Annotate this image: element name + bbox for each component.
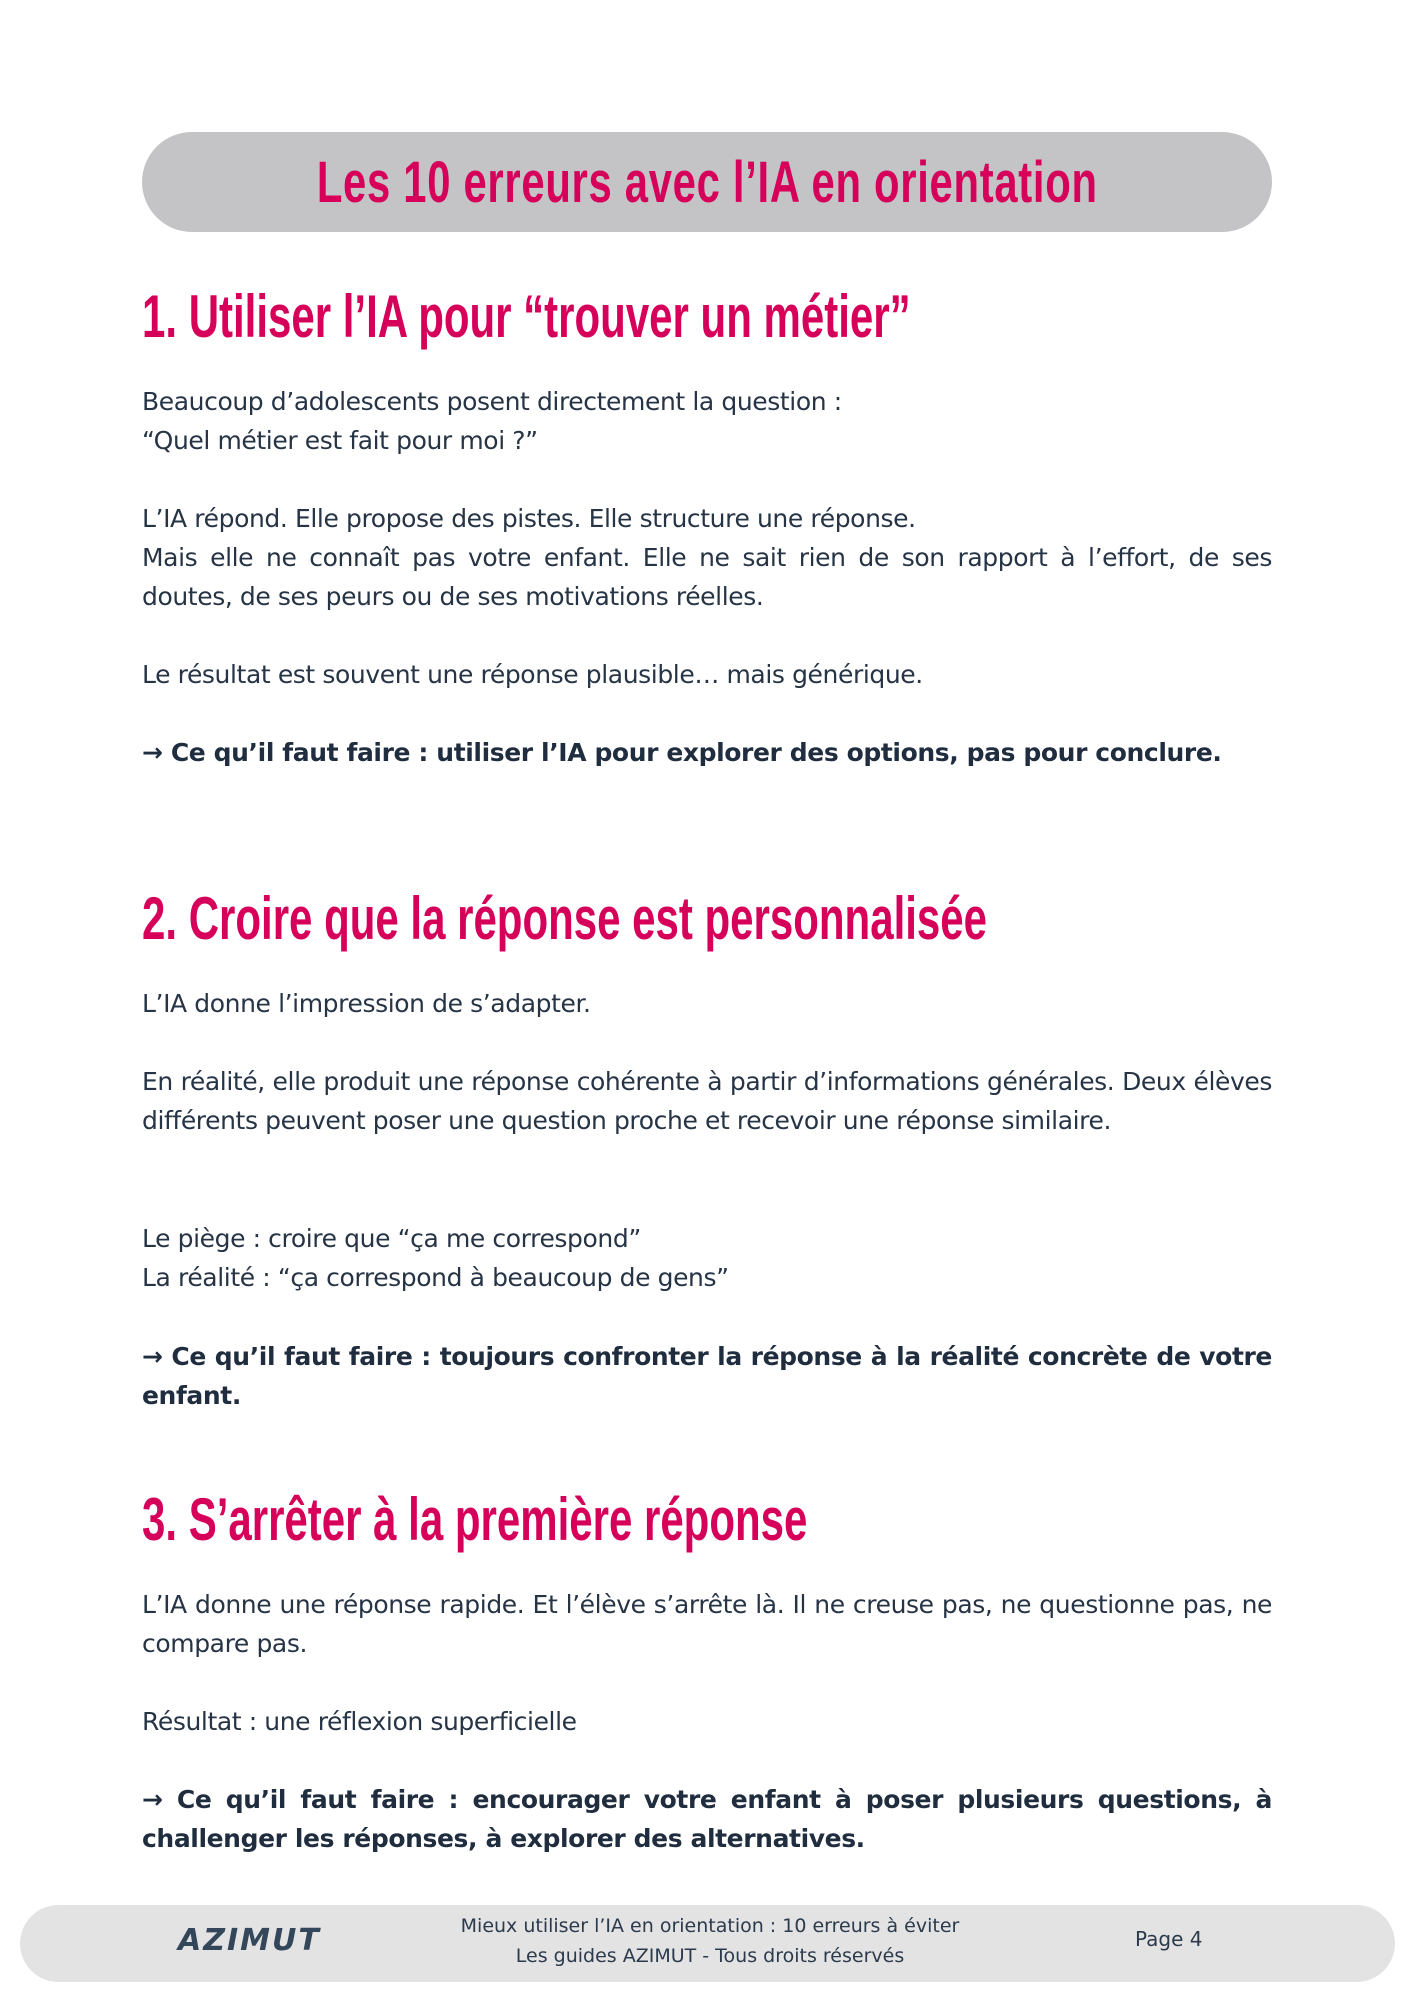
title-banner xyxy=(142,132,1272,232)
azimut-logo: AZIMUT xyxy=(178,1923,321,1958)
text-line: Le résultat est souvent une réponse plausible… mais générique. xyxy=(142,660,923,689)
text-line: L’IA donne une réponse rapide. Et l’élève s’arrête là. Il ne creuse pas, ne questionne pas, ne compare pas. xyxy=(142,1590,1272,1658)
section-3-paragraph-1 xyxy=(142,1585,1272,1663)
page-footer xyxy=(20,1905,1395,1982)
section-3-paragraph-2 xyxy=(142,1702,1272,1741)
text-line: Résultat : une réflexion superficielle xyxy=(142,1707,577,1736)
text-line: L’IA donne l’impression de s’adapter. xyxy=(142,989,591,1018)
text-line: Mais elle ne connaît pas votre enfant. Elle ne sait rien de son rapport à l’effort, de ses doutes, de ses peurs ou de ses motivations réelles. xyxy=(142,543,1272,611)
section-heading-3: 3. S’arrêter à la première réponse xyxy=(142,1486,808,1553)
footer-document-info xyxy=(360,1911,1060,1971)
text-line: “Quel métier est fait pour moi ?” xyxy=(142,426,538,455)
text-line: En réalité, elle produit une réponse cohérente à partir d’informations générales. Deux élèves différents peuvent poser une question proche et recevoir une réponse similaire. xyxy=(142,1067,1272,1135)
section-2-paragraph-3 xyxy=(142,1219,1272,1297)
section-heading-2: 2. Croire que la réponse est personnalisée xyxy=(142,885,987,952)
footer-copyright: Les guides AZIMUT - Tous droits réservés xyxy=(515,1945,905,1967)
section-1-action: → Ce qu’il faut faire : utiliser l’IA pour explorer des options, pas pour conclure. xyxy=(142,738,1222,767)
page-number: Page 4 xyxy=(1135,1927,1203,1951)
section-1-paragraph-1 xyxy=(142,382,1272,460)
text-line: Beaucoup d’adolescents posent directement la question : xyxy=(142,387,842,416)
section-2-paragraph-2 xyxy=(142,1062,1272,1140)
section-2-paragraph-1 xyxy=(142,984,1272,1023)
section-1-paragraph-2 xyxy=(142,499,1272,616)
text-line: L’IA répond. Elle propose des pistes. Elle structure une réponse. xyxy=(142,504,916,533)
section-2-action: → Ce qu’il faut faire : toujours confronter la réponse à la réalité concrète de votre enfant. xyxy=(142,1342,1272,1410)
page-title: Les 10 erreurs avec l’IA en orientation xyxy=(316,149,1098,215)
text-line: La réalité : “ça correspond à beaucoup de gens” xyxy=(142,1263,729,1292)
section-heading-1: 1. Utiliser l’IA pour “trouver un métier” xyxy=(142,283,911,350)
text-line: Le piège : croire que “ça me correspond” xyxy=(142,1224,641,1253)
section-1-paragraph-3 xyxy=(142,655,1272,694)
footer-guide-title: Mieux utiliser l’IA en orientation : 10 erreurs à éviter xyxy=(460,1915,960,1937)
section-3-action: → Ce qu’il faut faire : encourager votre enfant à poser plusieurs questions, à challenger les réponses, à explorer des alternatives. xyxy=(142,1785,1272,1853)
